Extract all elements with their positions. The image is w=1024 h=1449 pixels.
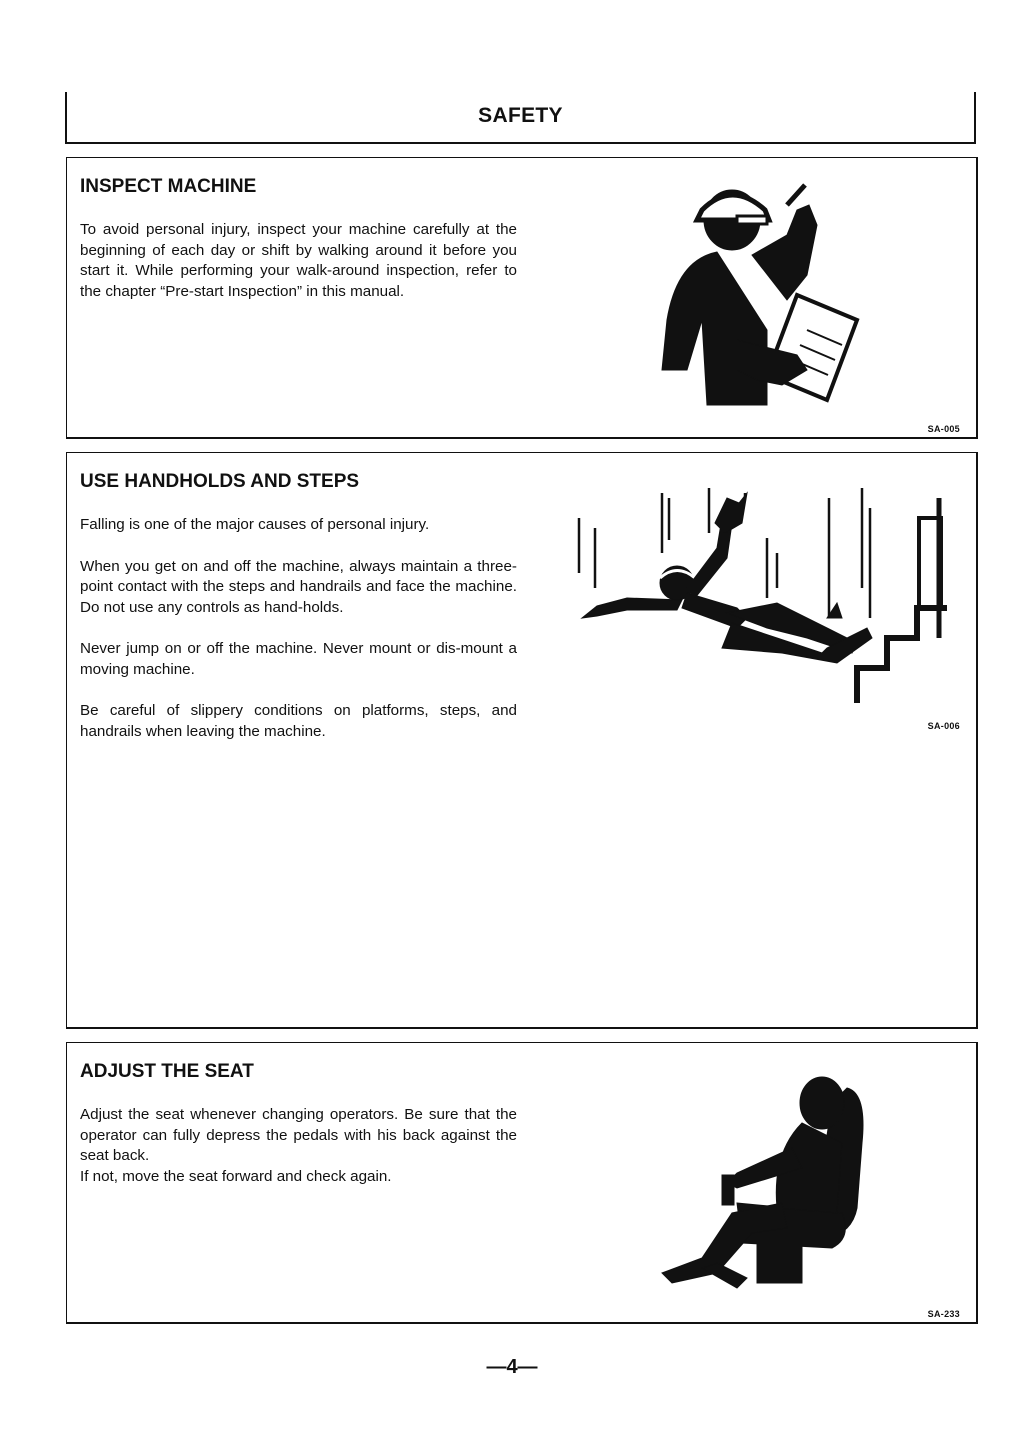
paragraph: Be careful of slippery conditions on platforms, steps, and handrails when leaving the machine. [80,702,517,740]
header-frame [65,92,976,144]
figure-code: SA-233 [927,1309,960,1319]
paragraph: Adjust the seat whenever changing operators. Be sure that the operator can fully depress the pedals with his back against the seat back. If not, move the seat forward and check again. [80,1106,517,1185]
paragraph: Never jump on or off the machine. Never mount or dis-mount a moving machine. [80,640,517,678]
page-number: —4— [486,1356,538,1378]
section-body [80,1105,517,1208]
paragraph: When you get on and off the machine, always maintain a three-point contact with the steps and handrails and face the machine. Do not use any controls as hand-holds. [80,557,517,616]
section-title: USE HANDHOLDS AND STEPS [80,471,360,492]
section-adjust-the-seat [66,1042,978,1324]
inspector-with-clipboard-illustration [657,180,867,410]
section-title: ADJUST THE SEAT [80,1061,254,1082]
falling-person-illustration [567,478,962,703]
paragraph: Falling is one of the major causes of personal injury. [80,516,430,533]
figure-code: SA-006 [927,721,960,731]
figure-code: SA-005 [927,424,960,434]
section-inspect-machine [66,157,978,439]
paragraph: To avoid personal injury, inspect your machine carefully at the beginning of each day or shift by walking around it before you start it. While performing your walk-around inspection, refer to the chapter “Pre-start Inspection” in this manual. [80,221,517,300]
section-title: INSPECT MACHINE [80,176,257,197]
page-title: SAFETY [478,104,563,127]
section-body [80,220,517,323]
section-use-handholds-and-steps [66,452,978,1029]
seated-operator-illustration [642,1063,872,1293]
section-body [80,515,517,763]
